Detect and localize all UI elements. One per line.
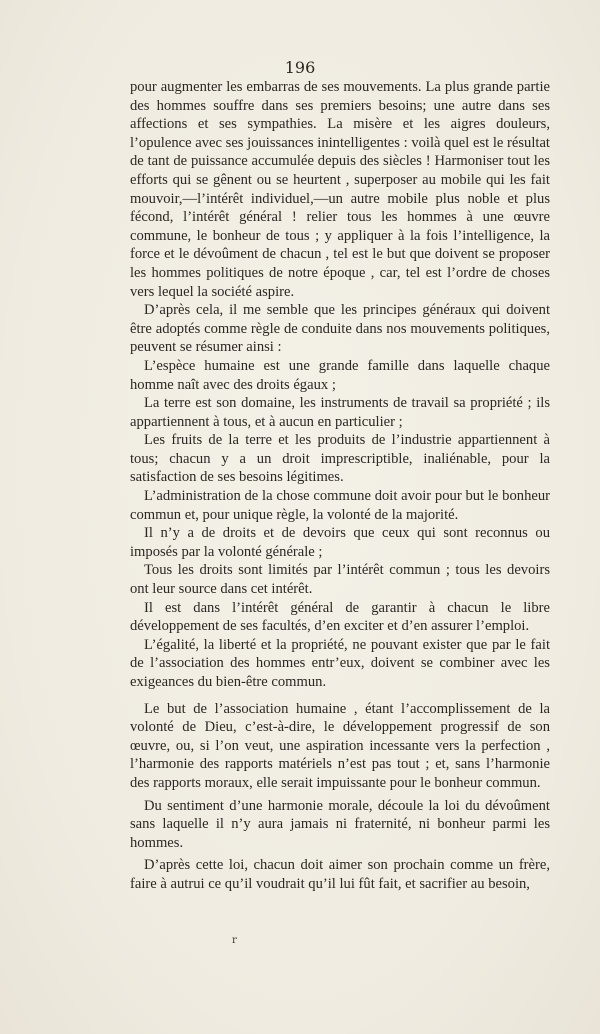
paragraph-law-of-devotion: D’après cette loi, chacun doit aimer son prochain comme un frère, faire à autrui ce qu’il voudrait qu’il lui fût fait, et sacrifier au besoin, (130, 857, 550, 892)
paragraph-equality-liberty: L’égalité, la liberté et la propriété, ne pouvant exister que par le fait de l’association des hommes entr’eux, doivent se combiner avec les exigeances du bien-être commun. (130, 636, 550, 690)
paragraph-fruits-of-earth: Les fruits de la terre et les produits de l’industrie appartiennent à tous; chacun y a un droit imprescriptible, inaliénable, pour la satisfaction de ses besoins légitimes. (130, 432, 550, 486)
paragraph-continuation: pour augmenter les embarras de ses mouvements. La plus grande partie des hommes souffre dans ses premiers besoins; une autre dans ses affections et ses sympathies. La misère et les aigres douleurs, l’opulence avec ses jouissances inintelligentes : voilà quel est le résultat de tant de puissance accumulée depuis des siècles ! Harmoniser tout les efforts qui se gênent ou se heurtent , superposer au mobile qui les fait mouvoir,—l’intérêt individuel,—un autre mobile plus noble et plus fécond, l’intérêt général ! relier tous les hommes à une œuvre commune, le bonheur de tous ; y appliquer à la fois l’intelligence, la force et le dévoûment de chacun , tel est le but que doivent se proposer les hommes politiques de notre époque , car, tel est l’ordre de choses vers lequel la société aspire. (130, 79, 550, 300)
paragraph-rights-limited: Tous les droits sont limités par l’intérêt commun ; tous les devoirs ont leur source dans cet intérêt. (130, 562, 550, 598)
body-text (130, 78, 550, 894)
paragraph-earth-domain: La terre est son domaine, les instruments de travail sa propriété ; ils appartiennent à tous, et à aucun en particulier ; (130, 395, 550, 430)
paragraph-moral-harmony: Du sentiment d’une harmonie morale, découle la loi du dévoûment sans laquelle il n’y aura jamais ni fraternité, ni bonheur parmi les hommes. (130, 797, 550, 851)
paragraph-administration: L’administration de la chose commune doit avoir pour but le bonheur commun et, pour unique règle, la volonté de la majorité. (130, 488, 550, 523)
paragraph-rights-duties: Il n’y a de droits et de devoirs que ceux qui sont reconnus ou imposés par la volonté générale ; (130, 525, 550, 560)
printer-mark: r (232, 935, 237, 946)
paragraph-principles-intro: D’après cela, il me semble que les principes généraux qui doivent être adoptés comme règle de conduite dans nos mouvements politiques, peuvent se résumer ainsi : (130, 302, 550, 356)
paragraph-free-development: Il est dans l’intérêt général de garantir à chacun le libre développement de ses facultés, d’en exciter et d’en assurer l’emploi. (130, 599, 550, 635)
page-number: 196 (284, 58, 316, 77)
paragraph-association-goal: Le but de l’association humaine , étant l’accomplissement de la volonté de Dieu, c’est-à-dire, le développement progressif de son œuvre, ou, si l’on veut, une aspiration incessante vers la perfection , l’harmonie des rapports matériels n’est pas tout ; et, sans l’harmonie des rapports moraux, elle serait impuissante pour le bonheur commun. (130, 700, 550, 791)
paragraph-human-family: L’espèce humaine est une grande famille dans laquelle chaque homme naît avec des droits égaux ; (130, 357, 550, 393)
